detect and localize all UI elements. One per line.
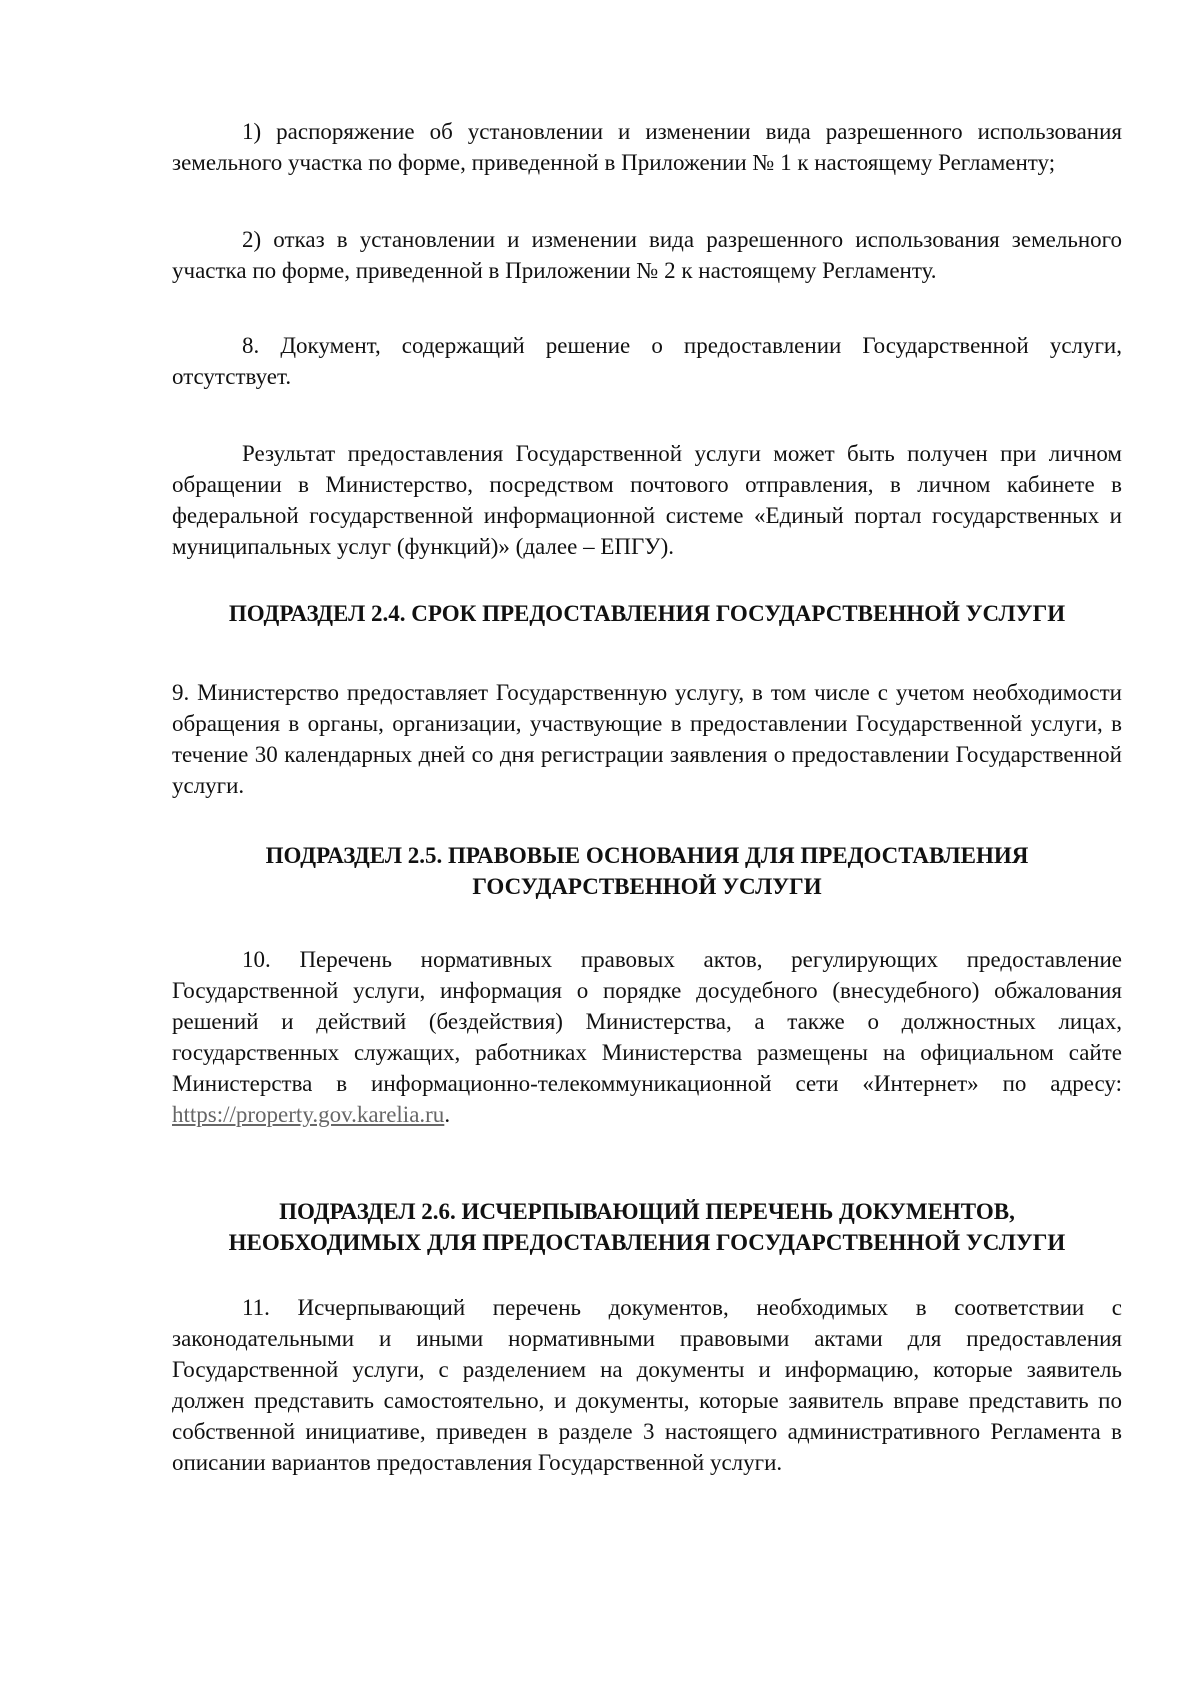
paragraph-item-2: 2) отказ в установлении и изменении вида разрешенного использования земельного участка по форме, приведенной в Приложении № 2 к настоящему Регламенту. [172, 227, 1122, 283]
heading-2-5-line-1: ПОДРАЗДЕЛ 2.5. ПРАВОВЫЕ ОСНОВАНИЯ ДЛЯ ПРЕДОСТАВЛЕНИЯ [265, 843, 1029, 868]
heading-subsection-2-4: ПОДРАЗДЕЛ 2.4. СРОК ПРЕДОСТАВЛЕНИЯ ГОСУДАРСТВЕННОЙ УСЛУГИ [228, 601, 1066, 626]
heading-2-6-line-2: НЕОБХОДИМЫХ ДЛЯ ПРЕДОСТАВЛЕНИЯ ГОСУДАРСТВЕННОЙ УСЛУГИ [228, 1230, 1066, 1255]
paragraph-11: 11. Исчерпывающий перечень документов, необходимых в соответствии с законодательными и иными нормативными правовыми актами для предоставления Государственной услуги, с разделением на документы и информацию, которые заявитель должен представить самостоятельно, и документы, которые заявитель вправе представить по собственной инициативе, приведен в разделе 3 настоящего административного Регламента в описании вариантов предоставления Государственной услуги. [172, 1295, 1122, 1475]
paragraph-10-text: 10. Перечень нормативных правовых актов, регулирующих предоставление Государственной услуги, информация о порядке досудебного (внесудебного) обжалования решений и действий (бездействия) Министерства, а также о должностных лицах, государственных служащих, работниках Министерства размещены на официальном сайте Министерства в информационно-телекоммуникационной сети «Интернет» по адресу: [172, 947, 1122, 1096]
heading-2-5-line-2: ГОСУДАРСТВЕННОЙ УСЛУГИ [472, 874, 822, 899]
paragraph-result: Результат предоставления Государственной услуги может быть получен при личном обращении в Министерство, посредством почтового отправления, в личном кабинете в федеральной государственной информационной системе «Единый портал государственных и муниципальных услуг (функций)» (далее – ЕПГУ). [172, 441, 1122, 559]
heading-subsection-2-5 [172, 840, 1122, 902]
paragraph-8: 8. Документ, содержащий решение о предоставлении Государственной услуги, отсутствует. [172, 333, 1122, 389]
property-site-link[interactable]: https://property.gov.karelia.ru [172, 1102, 445, 1127]
paragraph-10 [172, 944, 1122, 1130]
paragraph-10-end: . [444, 1102, 451, 1127]
paragraph-9: 9. Министерство предоставляет Государственную услугу, в том числе с учетом необходимости обращения в органы, организации, участвующие в предоставлении Государственной услуги, в течение 30 календарных дней со дня регистрации заявления о предоставлении Государственной услуги. [172, 680, 1122, 798]
paragraph-item-1: 1) распоряжение об установлении и изменении вида разрешенного использования земельного участка по форме, приведенной в Приложении № 1 к настоящему Регламенту; [172, 119, 1122, 175]
heading-2-6-line-1: ПОДРАЗДЕЛ 2.6. ИСЧЕРПЫВАЮЩИЙ ПЕРЕЧЕНЬ ДОКУМЕНТОВ, [279, 1199, 1015, 1224]
heading-subsection-2-6 [172, 1196, 1122, 1258]
